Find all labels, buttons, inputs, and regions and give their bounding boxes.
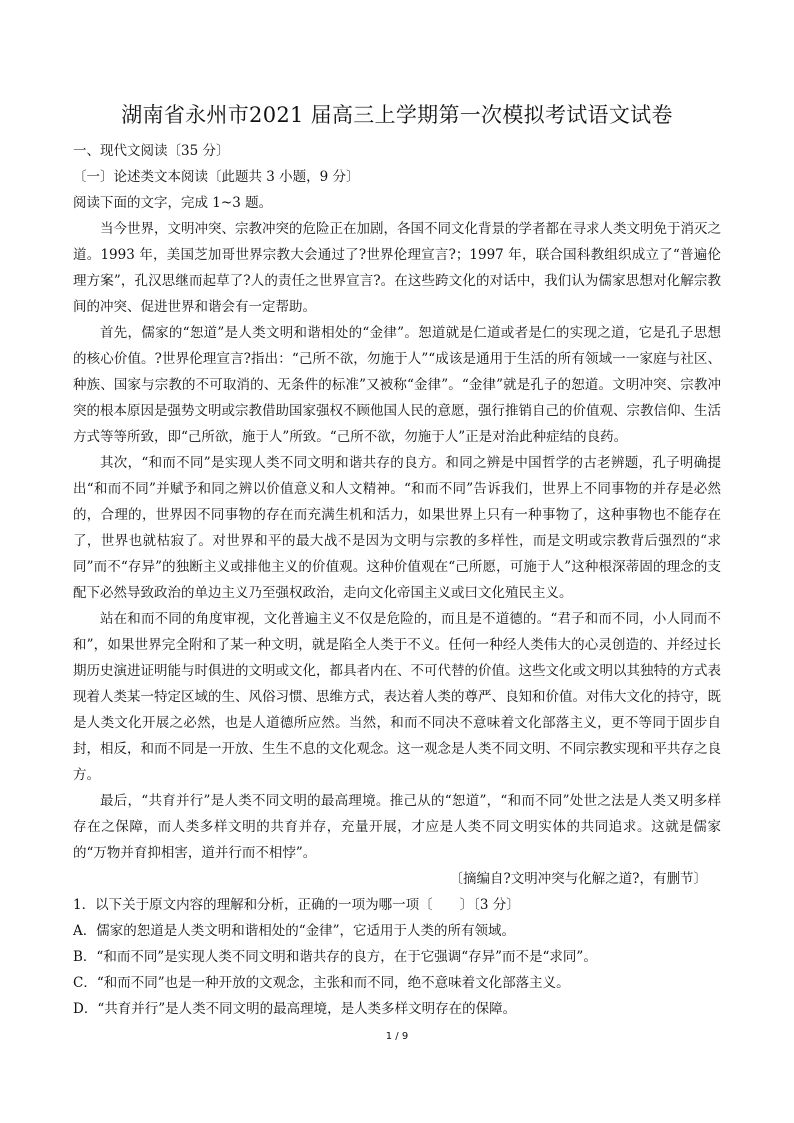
paragraph-5: 最后，“共育并行”是人类不同文明的最高理境。推己从的“恕道”，“和而不同”处世之法是人类又明多样存在之保障，而人类多样文明的共育并存，充量开展，才应是人类不同文明实体的共同追求。这就是儒家的“万物并育抑相害，道并行而不相悖”。 bbox=[73, 793, 721, 861]
question-option-b: B．“和而不同”是实现人类不同文明和谐共存的良方，在于它强调“存异”而不是“求同”。 bbox=[73, 949, 597, 965]
paragraph-3: 其次，“和而不同”是实现人类不同文明和谐共存的良方。和同之辨是中国哲学的古老辨题，孔子明确提出“和而不同”并赋予和同之辨以价值意义和人文精神。“和而不同”告诉我们，世界上不同事物的并存是必然的，合理的，世界因不同事物的存在而充满生机和活力，如果世界上只有一种事物了，这种事物也不能存在了，世界也就枯寂了。对世界和平的最大战不是因为文明与宗教的多样性，而是文明或宗教背后强烈的“求同”而不“存异”的独断主义或排他主义的价值观。这种价值观在“己所愿，可施于人”这种根深蒂固的理念的支配下必然导致政治的单边主义乃至强权政治，走向文化帝国主义或曰文化殖民主义。 bbox=[73, 455, 721, 601]
document-body bbox=[73, 138, 721, 1022]
paragraph-1: 当今世界，文明冲突、宗教冲突的危险正在加剧，各国不同文化背景的学者都在寻求人类文明免于消灭之道。1993 年，美国芝加哥世界宗教大会通过了?世界伦理宣言?；1997 年，联合国科教组织成立了“普遍伦理方案”，孔汉思继而起草了?人的责任之世界宣言?。在这些跨文化的对话中，我们认为儒家思想对化解宗教间的冲突、促进世界和谐会有一定帮助。 bbox=[73, 221, 721, 315]
paragraph-2: 首先，儒家的“恕道”是人类文明和谐相处的“金律”。恕道就是仁道或者是仁的实现之道，它是孔子思想的核心价值。?世界伦理宣言?指出：“己所不欲，勿施于人”“成该是通用于生活的所有领域一一家庭与社区、种族、国家与宗教的不可取消的、无条件的标准”又被称“金律”。“金律”就是孔子的恕道。文明冲突、宗教冲突的根本原因是强势文明或宗教借助国家强权不顾他国人民的意愿，强行推销自己的价值观、宗教信仰、生活方式等等所致，即“己所欲，施于人”所致。“己所不欲，勿施于人”正是对治此种症结的良药。 bbox=[73, 325, 721, 445]
subsection-heading: 〔一〕论述类文本阅读〔此题共 3 小题，9 分〕 bbox=[73, 169, 360, 185]
question-option-c: C．“和而不同”也是一种开放的文观念，主张和而不同，绝不意味着文化部落主义。 bbox=[73, 975, 570, 991]
document-title: 湖南省永州市2021 届高三上学期第一次模拟考试语文试卷 bbox=[121, 103, 673, 127]
question-stem: 1．以下关于原文内容的理解和分析，正确的一项为哪一项〔 〕〔3 分〕 bbox=[73, 897, 520, 913]
paragraph-4: 站在和而不同的角度审视，文化普遍主义不仅是危险的，而且是不道德的。“君子和而不同，小人同而不和”，如果世界完全附和了某一种文明，就是陷全人类于不义。任何一种经人类伟大的心灵创造的、并经过长期历史演进证明能与时俱进的文明或文化，都具者内在、不可代替的价值。这些文化或文明以其独特的方式表现着人类某一特定区域的生、风俗习惯、思维方式，表达着人类的尊严、良知和价值。对伟大文化的持守，既是人类文化开展之必然，也是人道德所应然。当然，和而不同决不意味着文化部落主义，更不等同于固步自封，相反，和而不同是一开放、生生不息的文化观念。这一观念是人类不同文明、不同宗教实现和平共存之良方。 bbox=[73, 611, 721, 783]
reading-instruction: 阅读下面的文字，完成 1~3 题。 bbox=[73, 195, 273, 211]
section-heading: 一、现代文阅读〔35 分〕 bbox=[73, 143, 230, 159]
question-option-a: A．儒家的恕道是人类文明和谐相处的“金律”，它适用于人类的所有领域。 bbox=[73, 923, 516, 939]
page-number: 1 / 9 bbox=[385, 1031, 409, 1042]
question-option-d: D．“共育并行”是人类不同文明的最高理境，是人类多样文明存在的保障。 bbox=[73, 1001, 517, 1017]
source-citation: 〔摘编自?文明冲突与化解之道?，有删节〕 bbox=[449, 871, 707, 887]
